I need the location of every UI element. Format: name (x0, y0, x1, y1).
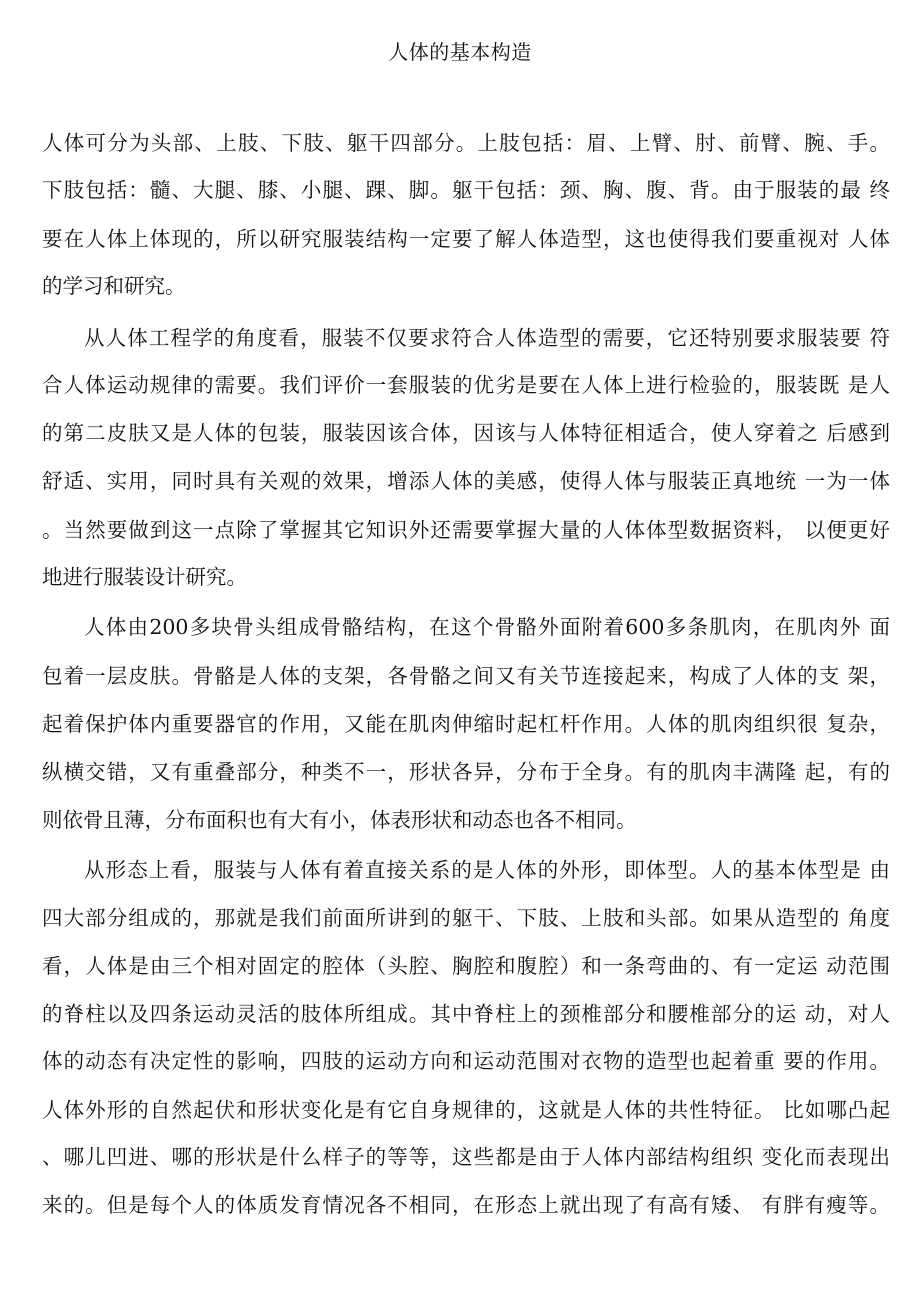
text-line: 从人体工程学的角度看，服装不仅要求符合人体造型的需要，它还特别要求服装要 符 (84, 326, 890, 350)
text-line: 的学习和研究。 (42, 274, 186, 298)
text-line: 来的。但是每个人的体质发育情况各不相同，在形态上就出现了有高有矮、 有胖有瘦等。 (42, 1193, 890, 1217)
text-line: 要在人体上体现的，所以研究服装结构一定要了解人体造型，这也使得我们要重视对 人体 (42, 227, 890, 251)
text-line: 下肢包括：髓、大腿、膝、小腿、踝、脚。躯干包括：颈、胸、腹、背。由于服装的最 终 (42, 178, 890, 202)
text-line: 纵横交错，又有重叠部分，种类不一，形状各异，分布于全身。有的肌肉丰满隆 起，有的 (42, 760, 890, 784)
page-title: 人体的基本构造 (388, 40, 532, 64)
text-line: 人体可分为头部、上肢、下肢、躯干四部分。上肢包括：眉、上臂、肘、前臂、腕、手。 (42, 131, 890, 155)
text-line: 看，人体是由三个相对固定的腔体（头腔、胸腔和腹腔）和一条弯曲的、有一定运 动范围 (42, 954, 890, 978)
text-line: 。当然要做到这一点除了掌握其它知识外还需要掌握大量的人体体型数据资料， 以便更好 (42, 518, 890, 542)
text-line: 起着保护体内重要器官的作用，又能在肌肉伸缩时起杠杆作用。人体的肌肉组织很 复杂， (42, 712, 890, 736)
text-line: 人体外形的自然起伏和形状变化是有它自身规律的，这就是人体的共性特征。 比如哪凸起 (42, 1098, 890, 1122)
text-line: 的第二皮肤又是人体的包装，服装因该合体，因该与人体特征相适合，使人穿着之 后感到 (42, 421, 890, 445)
text-line: 人体由200多块骨头组成骨骼结构，在这个骨骼外面附着600多条肌肉，在肌肉外 面 (84, 615, 890, 639)
text-line: 地进行服装设计研究。 (42, 565, 247, 589)
text-line: 合人体运动规律的需要。我们评价一套服装的优劣是要在人体上进行检验的，服装既 是人 (42, 373, 890, 397)
text-line: 体的动态有决定性的影响，四肢的运动方向和运动范围对衣物的造型也起着重 要的作用。 (42, 1049, 890, 1073)
text-line: 的脊柱以及四条运动灵活的肢体所组成。其中脊柱上的颈椎部分和腰椎部分的运 动，对人 (42, 1002, 890, 1026)
text-line: 四大部分组成的，那就是我们前面所讲到的躯干、下肢、上肢和头部。如果从造型的 角度 (42, 906, 890, 930)
text-line: 舒适、实用，同时具有关观的效果，增添人体的美感，使得人体与服装正真地统 一为一体 (42, 469, 890, 493)
text-line: 、哪儿凹进、哪的形状是什么样子的等等，这些都是由于人体内部结构组织 变化而表现出 (42, 1145, 890, 1169)
text-line: 从形态上看，服装与人体有着直接关系的是人体的外形，即体型。人的基本体型是 由 (84, 858, 890, 882)
text-line: 包着一层皮肤。骨骼是人体的支架，各骨骼之间又有关节连接起来，构成了人体的支 架， (42, 664, 890, 688)
text-line: 则依骨且薄，分布面积也有大有小，体表形状和动态也各不相同。 (42, 808, 637, 832)
